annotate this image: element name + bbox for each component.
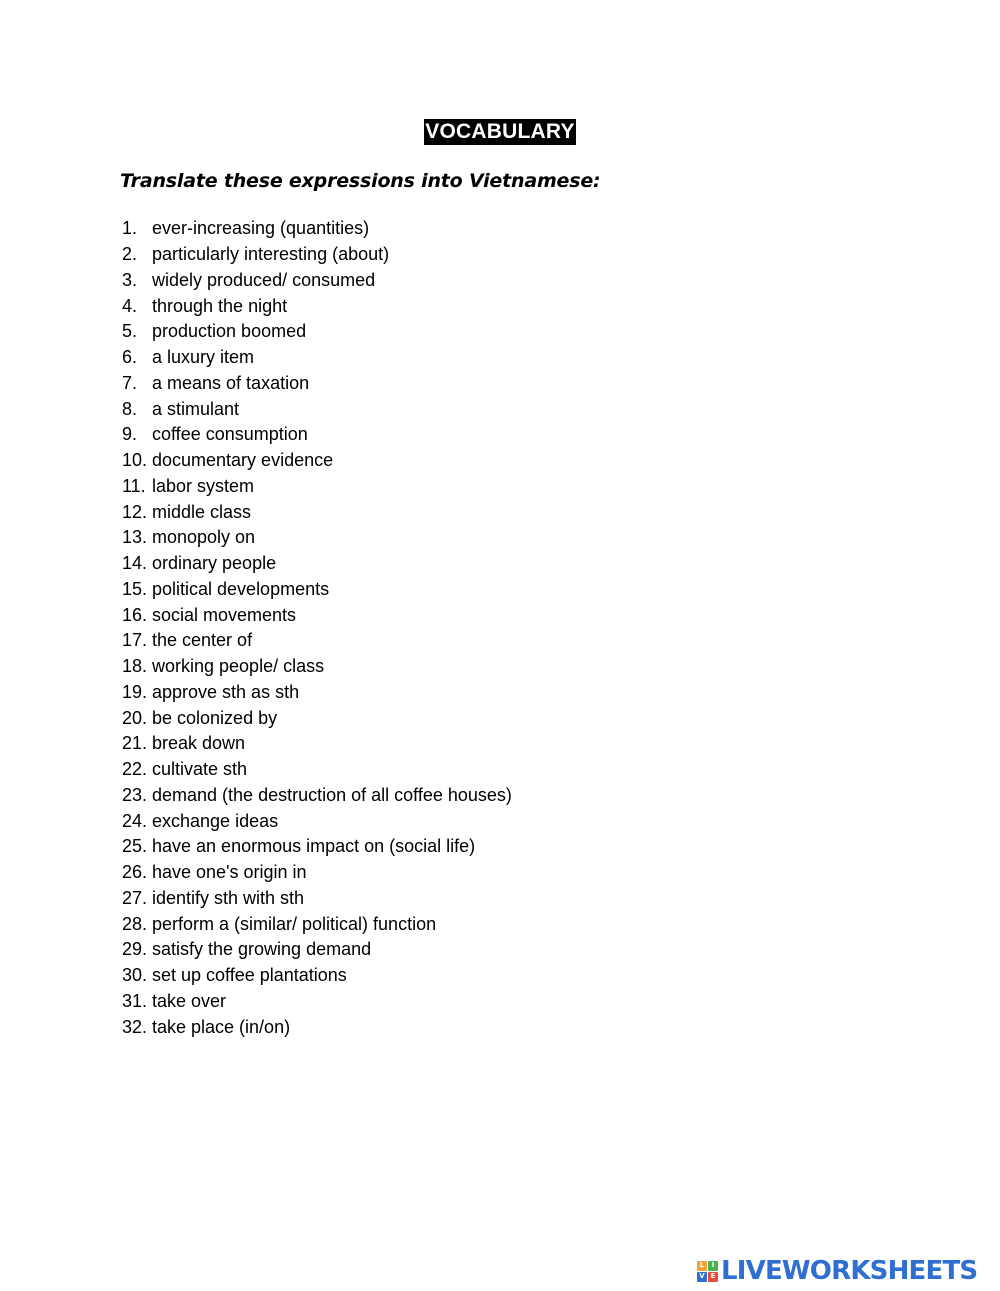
list-item [122, 293, 512, 319]
list-item [122, 731, 512, 757]
list-item [122, 242, 512, 268]
logo-mark-tile: V [697, 1272, 707, 1282]
item-number: 25. [122, 836, 148, 857]
logo-mark-tile: E [708, 1272, 718, 1282]
item-number: 18. [122, 656, 148, 677]
list-item [122, 551, 512, 577]
item-text: ordinary people [152, 553, 277, 574]
item-number: 16. [122, 604, 148, 625]
item-number: 24. [122, 810, 148, 831]
item-number: 7. [122, 372, 138, 393]
list-item [122, 216, 512, 242]
item-number: 15. [122, 578, 148, 599]
item-text: production boomed [152, 321, 307, 342]
list-item [122, 680, 512, 706]
logo-mark-icon [697, 1261, 718, 1282]
item-text: documentary evidence [152, 450, 334, 471]
list-item [122, 989, 512, 1015]
item-text: labor system [152, 475, 255, 496]
item-number: 17. [122, 630, 148, 651]
list-item [122, 860, 512, 886]
logo-text: LIVEWORKSHEETS [721, 1256, 978, 1286]
item-number: 5. [122, 321, 138, 342]
logo-mark-tile: I [708, 1261, 718, 1271]
item-text: break down [152, 733, 246, 754]
item-number: 32. [122, 1016, 148, 1037]
item-number: 13. [122, 527, 148, 548]
item-text: be colonized by [152, 707, 278, 728]
item-text: exchange ideas [152, 810, 279, 831]
item-text: perform a (similar/ political) function [152, 913, 437, 934]
list-item [122, 474, 512, 500]
list-item [122, 1014, 512, 1040]
item-number: 31. [122, 990, 148, 1011]
item-number: 4. [122, 295, 138, 316]
list-item [122, 911, 512, 937]
list-item [122, 654, 512, 680]
item-text: particularly interesting (about) [152, 244, 390, 265]
list-item [122, 602, 512, 628]
page-title: VOCABULARY [425, 120, 575, 143]
list-item [122, 705, 512, 731]
list-item [122, 396, 512, 422]
item-number: 6. [122, 347, 138, 368]
item-text: a luxury item [152, 347, 255, 368]
item-number: 9. [122, 424, 138, 445]
item-number: 23. [122, 784, 148, 805]
item-text: satisfy the growing demand [152, 939, 372, 960]
item-number: 11. [122, 475, 146, 496]
list-item [122, 577, 512, 603]
item-text: working people/ class [152, 656, 325, 677]
list-item [122, 628, 512, 654]
list-item [122, 808, 512, 834]
instruction-text: Translate these expressions into Vietnamese: [120, 170, 601, 192]
item-number: 8. [122, 398, 138, 419]
item-text: take over [152, 990, 227, 1011]
item-number: 2. [122, 244, 138, 265]
item-text: a stimulant [152, 398, 240, 419]
item-text: demand (the destruction of all coffee houses) [152, 784, 512, 805]
item-number: 26. [122, 862, 148, 883]
item-text: middle class [152, 501, 252, 522]
item-text: take place (in/on) [152, 1016, 291, 1037]
item-text: through the night [152, 295, 288, 316]
list-item [122, 757, 512, 783]
list-item [122, 345, 512, 371]
item-text: widely produced/ consumed [152, 269, 376, 290]
item-number: 3. [122, 269, 138, 290]
liveworksheets-logo [697, 1255, 977, 1287]
list-item [122, 422, 512, 448]
item-number: 19. [122, 681, 148, 702]
item-number: 1. [122, 218, 138, 239]
item-number: 14. [122, 553, 148, 574]
item-number: 20. [122, 707, 148, 728]
item-text: political developments [152, 578, 330, 599]
list-item [122, 371, 512, 397]
item-number: 28. [122, 913, 148, 934]
list-item [122, 499, 512, 525]
item-text: cultivate sth [152, 759, 248, 780]
list-item [122, 268, 512, 294]
list-item [122, 834, 512, 860]
item-text: monopoly on [152, 527, 256, 548]
item-text: a means of taxation [152, 372, 310, 393]
item-text: set up coffee plantations [152, 965, 347, 986]
item-text: coffee consumption [152, 424, 308, 445]
item-number: 10. [122, 450, 148, 471]
item-text: have an enormous impact on (social life) [152, 836, 476, 857]
item-text: ever-increasing (quantities) [152, 218, 370, 239]
list-item [122, 963, 512, 989]
list-item [122, 448, 512, 474]
item-number: 30. [122, 965, 148, 986]
item-number: 12. [122, 501, 148, 522]
list-item [122, 783, 512, 809]
list-item [122, 319, 512, 345]
item-text: approve sth as sth [152, 681, 300, 702]
logo-mark-tile: L [697, 1261, 707, 1271]
list-item [122, 525, 512, 551]
item-text: social movements [152, 604, 297, 625]
item-number: 29. [122, 939, 148, 960]
item-text: have one's origin in [152, 862, 307, 883]
list-item [122, 937, 512, 963]
item-number: 22. [122, 759, 148, 780]
vocabulary-list [122, 216, 512, 1040]
item-number: 21. [122, 733, 148, 754]
list-item [122, 886, 512, 912]
item-text: identify sth with sth [152, 887, 305, 908]
item-number: 27. [122, 887, 148, 908]
item-text: the center of [152, 630, 253, 651]
title-wrapper [0, 119, 1000, 145]
